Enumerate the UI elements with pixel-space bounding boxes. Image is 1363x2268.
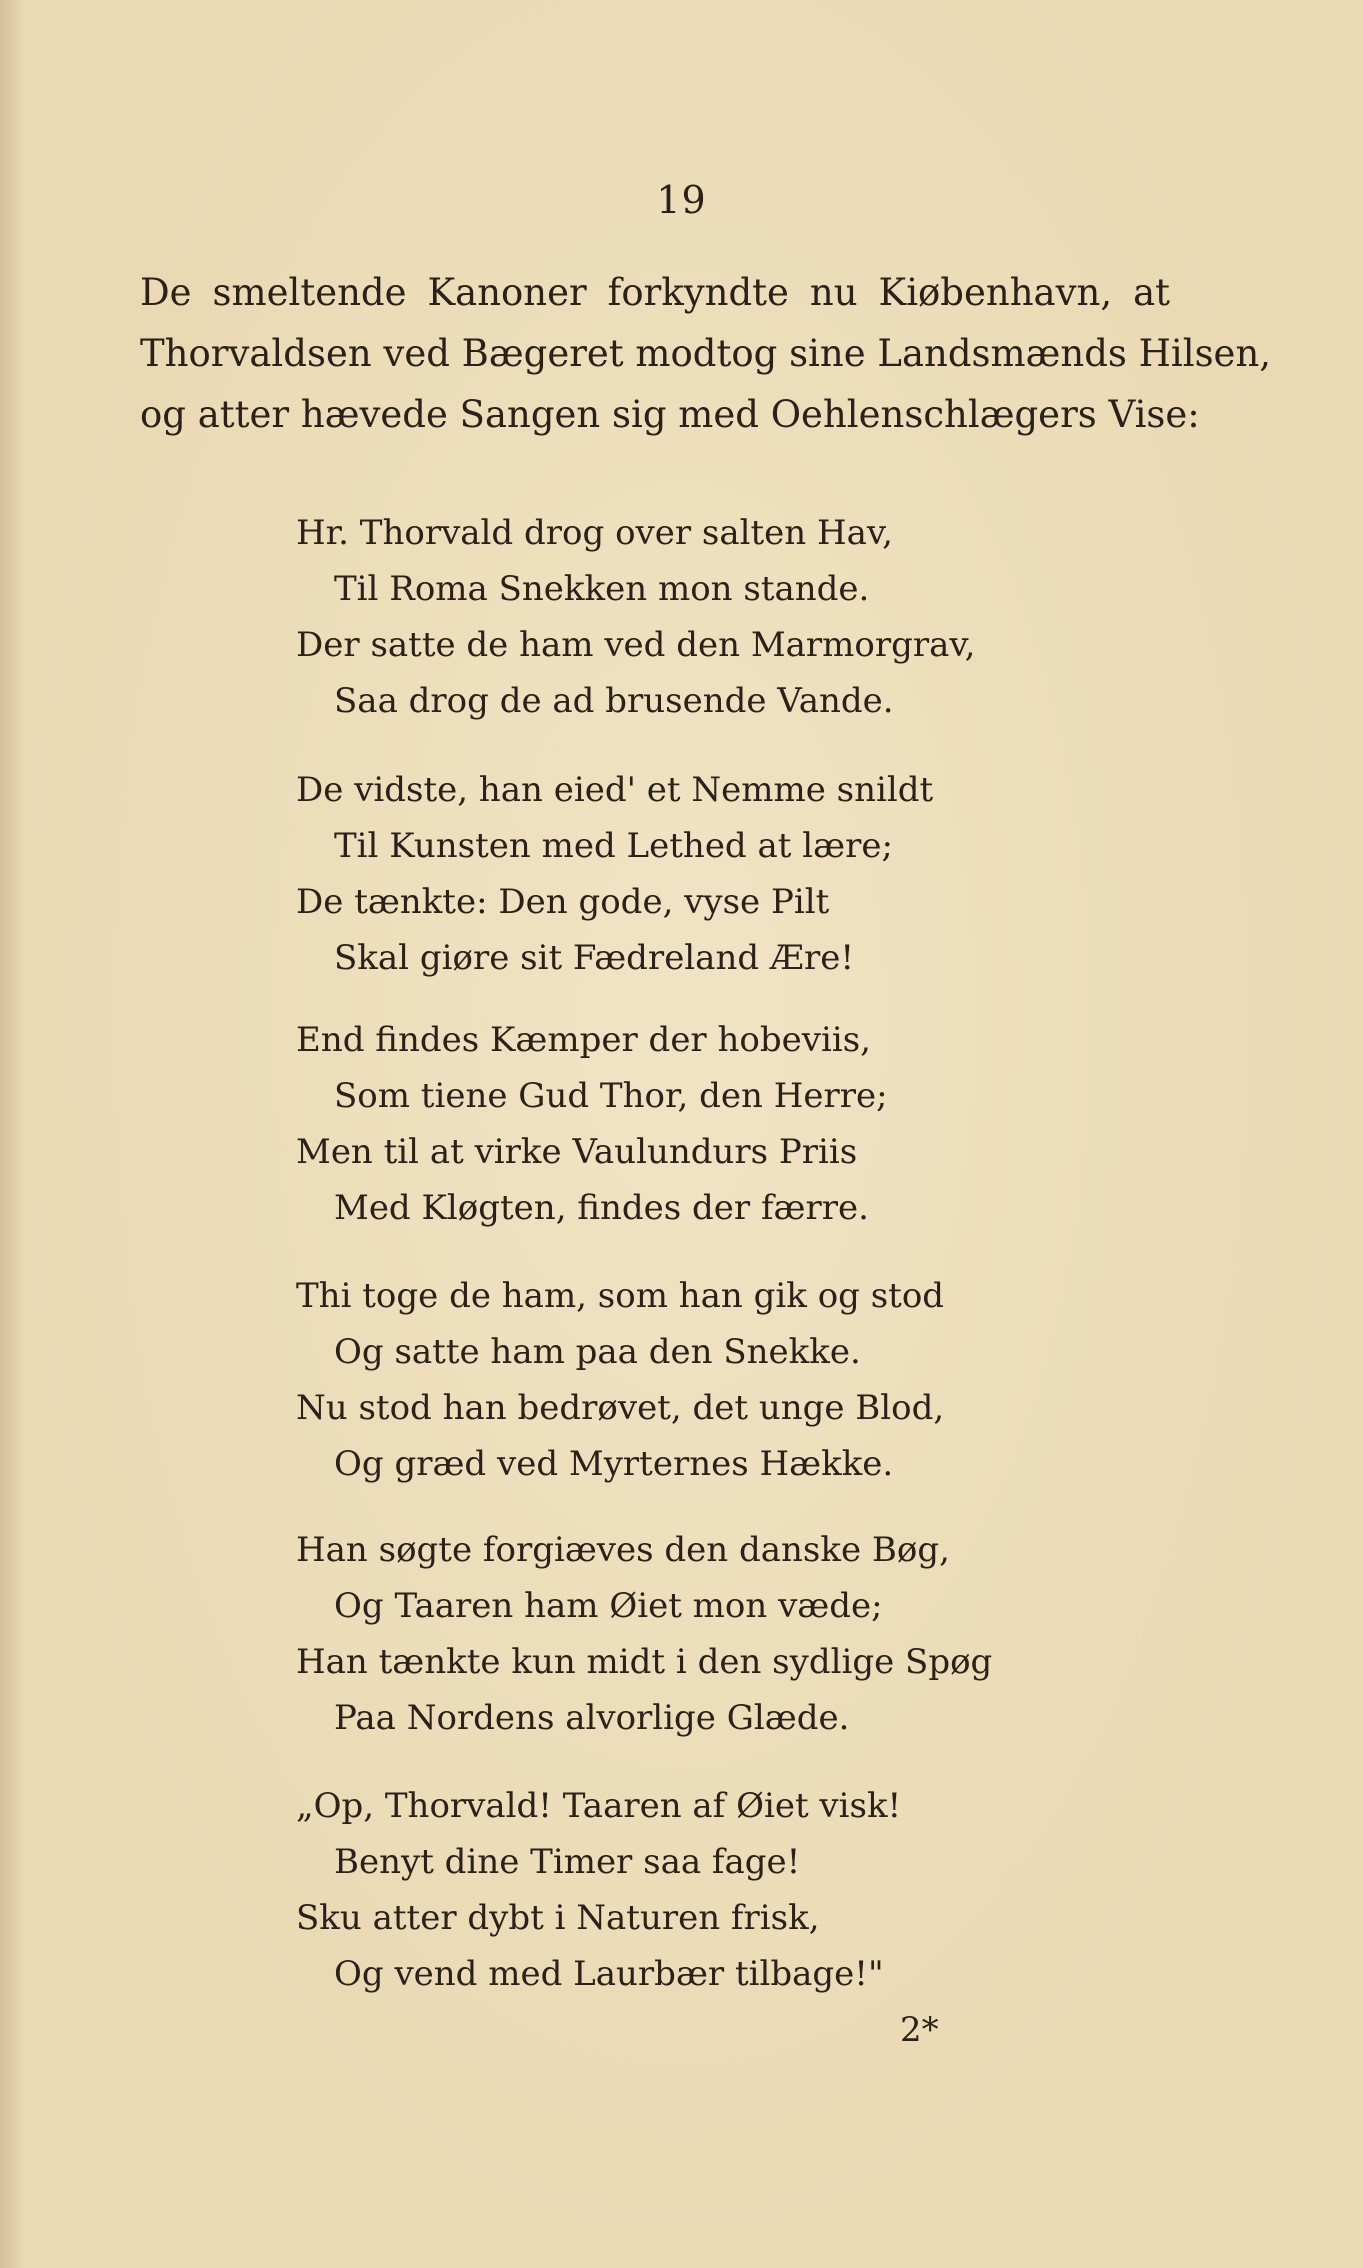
intro-line: Thorvaldsen ved Bægeret modtog sine Landsmænds Hilsen,: [140, 332, 1272, 375]
verse-line: De vidste, han eied' et Nemme snildt: [296, 770, 934, 810]
intro-line: De smeltende Kanoner forkyndte nu Kiøbenhavn, at: [140, 271, 1170, 314]
verse-line: Til Kunsten med Lethed at lære;: [334, 826, 893, 866]
verse-line: Og satte ham paa den Snekke.: [334, 1332, 861, 1372]
verse-line: Han søgte forgiæves den danske Bøg,: [296, 1530, 950, 1570]
verse-line: End findes Kæmper der hobeviis,: [296, 1020, 871, 1060]
verse-line: Som tiene Gud Thor, den Herre;: [334, 1076, 888, 1116]
page-number: 19: [656, 178, 707, 222]
verse-line: Men til at virke Vaulundurs Priis: [296, 1132, 858, 1172]
verse-line: Der satte de ham ved den Marmorgrav,: [296, 625, 976, 665]
verse-line: Skal giøre sit Fædreland Ære!: [334, 938, 854, 978]
verse-line: De tænkte: Den gode, vyse Pilt: [296, 882, 830, 922]
verse-line: Benyt dine Timer saa fage!: [334, 1842, 801, 1882]
verse-line: Med Kløgten, findes der færre.: [334, 1188, 869, 1228]
verse-line: Sku atter dybt i Naturen frisk,: [296, 1898, 820, 1938]
poem-stanza-2: [296, 762, 1096, 986]
verse-line: Og vend med Laurbær tilbage!": [334, 1954, 884, 1994]
verse-line: „Op, Thorvald! Taaren af Øiet visk!: [296, 1786, 902, 1826]
verse-line: Saa drog de ad brusende Vande.: [334, 681, 894, 721]
poem-stanza-4: [296, 1268, 1096, 1492]
verse-line: Han tænkte kun midt i den sydlige Spøg: [296, 1642, 993, 1682]
verse-line: Nu stod han bedrøvet, det unge Blod,: [296, 1388, 945, 1428]
intro-paragraph: [140, 262, 1272, 445]
poem-stanza-1: [296, 505, 1096, 729]
poem-stanza-3: [296, 1012, 1096, 1236]
poem-stanza-6: [296, 1778, 1096, 2002]
verse-line: Paa Nordens alvorlige Glæde.: [334, 1698, 850, 1738]
verse-line: Og græd ved Myrternes Hække.: [334, 1444, 894, 1484]
verse-line: Og Taaren ham Øiet mon væde;: [334, 1586, 883, 1626]
verse-line: Til Roma Snekken mon stande.: [334, 569, 870, 609]
signature-mark: 2*: [900, 2010, 939, 2050]
poem-stanza-5: [296, 1522, 1096, 1746]
verse-line: Hr. Thorvald drog over salten Hav,: [296, 513, 893, 553]
intro-line: og atter hævede Sangen sig med Oehlenschlægers Vise:: [140, 393, 1200, 436]
verse-line: Thi toge de ham, som han gik og stod: [296, 1276, 945, 1316]
